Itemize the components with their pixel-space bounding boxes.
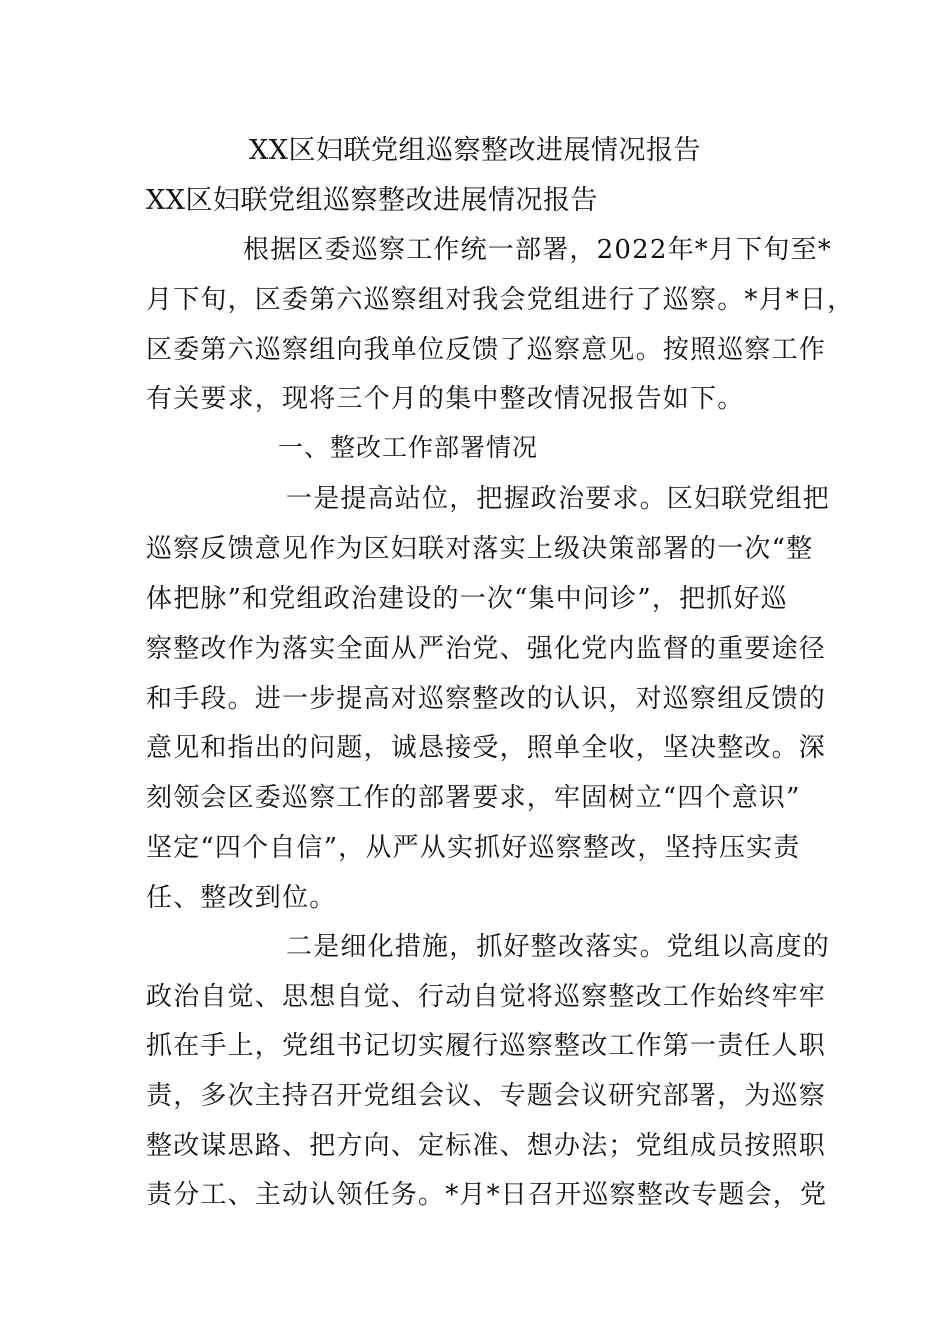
paragraph-2-line: 一是提高站位，把握政治要求。区妇联党组把 [286,484,831,514]
paragraph-3-line: 整改谋思路、把方向、定标准、想办法；党组成员按照职 [146,1131,827,1161]
paragraph-2-line: 任、整改到位。 [146,883,337,913]
document-subtitle: XX区妇联党组巡察整改进展情况报告 [146,185,598,216]
paragraph-3-line: 二是细化措施，抓好整改落实。党组以高度的 [286,932,831,962]
paragraph-2-line: 体把脉”和党组政治建设的一次“集中问诊”，把抓好巡 [146,584,788,614]
paragraph-3-line: 责，多次主持召开党组会议、专题会议研究部署，为巡察 [146,1081,827,1111]
paragraph-3-line: 政治自觉、思想自觉、行动自觉将巡察整改工作始终牢牢 [146,982,827,1012]
paragraph-3-line: 责分工、主动认领任务。*月*日召开巡察整改专题会，党 [146,1180,828,1210]
paragraph-2-line: 和手段。进一步提高对巡察整改的认识，对巡察组反馈的 [146,684,827,714]
paragraph-2-line: 巡察反馈意见作为区妇联对落实上级决策部署的一次“整 [146,534,814,564]
paragraph-1-line: 根据区委巡察工作统一部署，2022年*月下旬至* [243,235,832,265]
paragraph-1-line: 区委第六巡察组向我单位反馈了巡察意见。按照巡察工作 [146,335,827,365]
paragraph-2-line: 刻领会区委巡察工作的部署要求，牢固树立“四个意识” [146,783,801,813]
paragraph-2-line: 察整改作为落实全面从严治党、强化党内监督的重要途径 [146,634,827,664]
section-heading: 一、整改工作部署情况 [278,433,539,462]
paragraph-2-line: 坚定“四个自信”，从严从实抓好巡察整改，坚持压实责 [146,833,801,863]
paragraph-1-line: 有关要求，现将三个月的集中整改情况报告如下。 [146,384,745,414]
paragraph-1-line: 月下旬，区委第六巡察组对我会党组进行了巡察。*月*日， [146,285,855,315]
paragraph-2-line: 意见和指出的问题，诚恳接受，照单全收，坚决整改。深 [146,733,827,763]
paragraph-3-line: 抓在手上，党组书记切实履行巡察整改工作第一责任人职 [146,1031,827,1061]
page-title: XX区妇联党组巡察整改进展情况报告 [249,135,701,166]
